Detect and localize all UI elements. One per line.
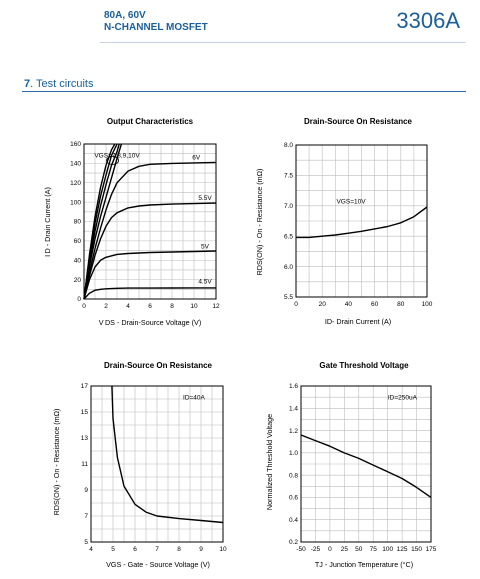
- y-tick-label: 1.0: [288, 450, 298, 458]
- chart-annotation: VGS=10V: [336, 198, 366, 206]
- y-tick-label: 0.2: [288, 539, 298, 547]
- x-tick-label: 100: [382, 546, 394, 553]
- y-tick-label: 1.4: [288, 405, 298, 413]
- x-tick-label: 6: [148, 303, 152, 310]
- x-tick-label: 0: [82, 303, 86, 310]
- y-tick-label: 7.0: [283, 203, 293, 210]
- y-axis-label: Normalized Threshold Voltage: [265, 413, 274, 511]
- header-line-1: 80A, 60V: [104, 10, 146, 21]
- x-tick-label: 0: [328, 546, 332, 553]
- x-tick-label: 9: [199, 546, 203, 553]
- x-tick-label: 125: [396, 546, 408, 553]
- y-tick-label: 1.2: [288, 427, 298, 435]
- x-axis-label: V DS - Drain-Source Voltage (V): [98, 318, 202, 327]
- chart-title: Gate Threshold Voltage: [319, 361, 409, 370]
- y-tick-label: 60: [73, 238, 81, 246]
- chart-title: Drain-Source On Resistance: [303, 117, 413, 126]
- y-tick-label: 5.5: [283, 294, 293, 302]
- y-tick-label: 0: [77, 296, 81, 304]
- series-label: 5.5V: [198, 195, 212, 203]
- x-axis-label: TJ - Junction Temperature (°C): [314, 560, 414, 569]
- y-tick-label: 17: [80, 383, 88, 391]
- section-label: . Test circuits: [30, 78, 94, 90]
- y-tick-label: 20: [73, 276, 81, 284]
- y-tick-label: 5: [84, 539, 88, 547]
- y-axis-label: I D - Drain Current (A): [43, 187, 52, 257]
- series-label: 5V: [201, 243, 209, 251]
- y-axis-label: RDS(ON) - On - Resistance (mΩ): [255, 168, 264, 276]
- chart-annotation: VGS=7,8,9,10V: [94, 152, 140, 160]
- x-tick-label: 8: [170, 303, 174, 310]
- x-tick-label: 10: [190, 303, 198, 310]
- chart-2: [255, 117, 433, 326]
- y-tick-label: 11: [81, 461, 88, 469]
- y-tick-label: 8.0: [283, 142, 293, 150]
- y-tick-label: 80: [73, 218, 81, 226]
- chart-3: [52, 361, 227, 569]
- x-tick-label: 150: [411, 546, 422, 553]
- y-tick-label: 140: [70, 160, 81, 168]
- chart-title: Drain-Source On Resistance: [103, 361, 213, 370]
- x-tick-label: 0: [294, 301, 298, 308]
- x-tick-label: 40: [344, 301, 353, 308]
- x-tick-label: 6: [133, 546, 137, 553]
- y-tick-label: 1.6: [288, 383, 298, 391]
- x-tick-label: 80: [397, 301, 405, 308]
- series-line: [112, 386, 223, 523]
- x-tick-label: 75: [369, 546, 377, 553]
- y-tick-label: 7: [84, 513, 88, 521]
- y-tick-label: 120: [70, 179, 81, 187]
- header-line-2: N-CHANNEL MOSFET: [104, 22, 208, 33]
- x-tick-label: 50: [355, 546, 363, 553]
- y-tick-label: 7.5: [283, 172, 293, 180]
- series-label: 6V: [192, 154, 201, 162]
- y-tick-label: 9: [84, 487, 88, 495]
- y-tick-label: 15: [80, 409, 88, 417]
- section-number: 7: [24, 78, 31, 90]
- y-tick-label: 6.5: [283, 233, 293, 241]
- series-line: [301, 435, 431, 497]
- y-tick-label: 40: [73, 257, 81, 265]
- y-tick-label: 13: [80, 435, 88, 443]
- x-tick-label: -25: [310, 546, 321, 553]
- x-tick-label: -50: [296, 546, 306, 553]
- x-tick-label: 4: [89, 546, 93, 553]
- chart-title: Output Characteristics: [106, 117, 194, 126]
- chart-annotation: ID=40A: [183, 394, 205, 402]
- x-tick-label: 4: [126, 303, 130, 310]
- x-tick-label: 60: [370, 301, 379, 308]
- x-axis-label: ID- Drain Current (A): [324, 317, 392, 326]
- x-axis-label: VGS - Gate - Source Voltage (V): [106, 560, 210, 569]
- chart-4: [265, 361, 437, 569]
- y-axis-label: RDS(ON) - On - Resistance (mΩ): [52, 408, 61, 516]
- y-tick-label: 100: [70, 199, 81, 207]
- x-tick-label: 7: [155, 546, 159, 553]
- x-tick-label: 5: [111, 546, 115, 553]
- x-tick-label: 8: [177, 546, 181, 553]
- x-tick-label: 2: [104, 303, 108, 310]
- y-tick-label: 6.0: [283, 263, 293, 271]
- y-tick-label: 0.6: [288, 494, 298, 502]
- x-tick-label: 175: [425, 546, 437, 553]
- x-tick-label: 100: [421, 301, 433, 308]
- x-tick-label: 12: [212, 303, 220, 310]
- y-tick-label: 0.8: [288, 472, 298, 480]
- chart-annotation: ID=250uA: [387, 394, 417, 402]
- series-label: 4.5V: [198, 278, 212, 286]
- x-tick-label: 20: [318, 301, 326, 308]
- part-number: 3306A: [396, 8, 460, 33]
- x-tick-label: 25: [340, 546, 348, 553]
- chart-1: [43, 117, 220, 327]
- y-tick-label: 160: [70, 141, 81, 149]
- y-tick-label: 0.4: [288, 516, 298, 524]
- x-tick-label: 10: [219, 546, 227, 553]
